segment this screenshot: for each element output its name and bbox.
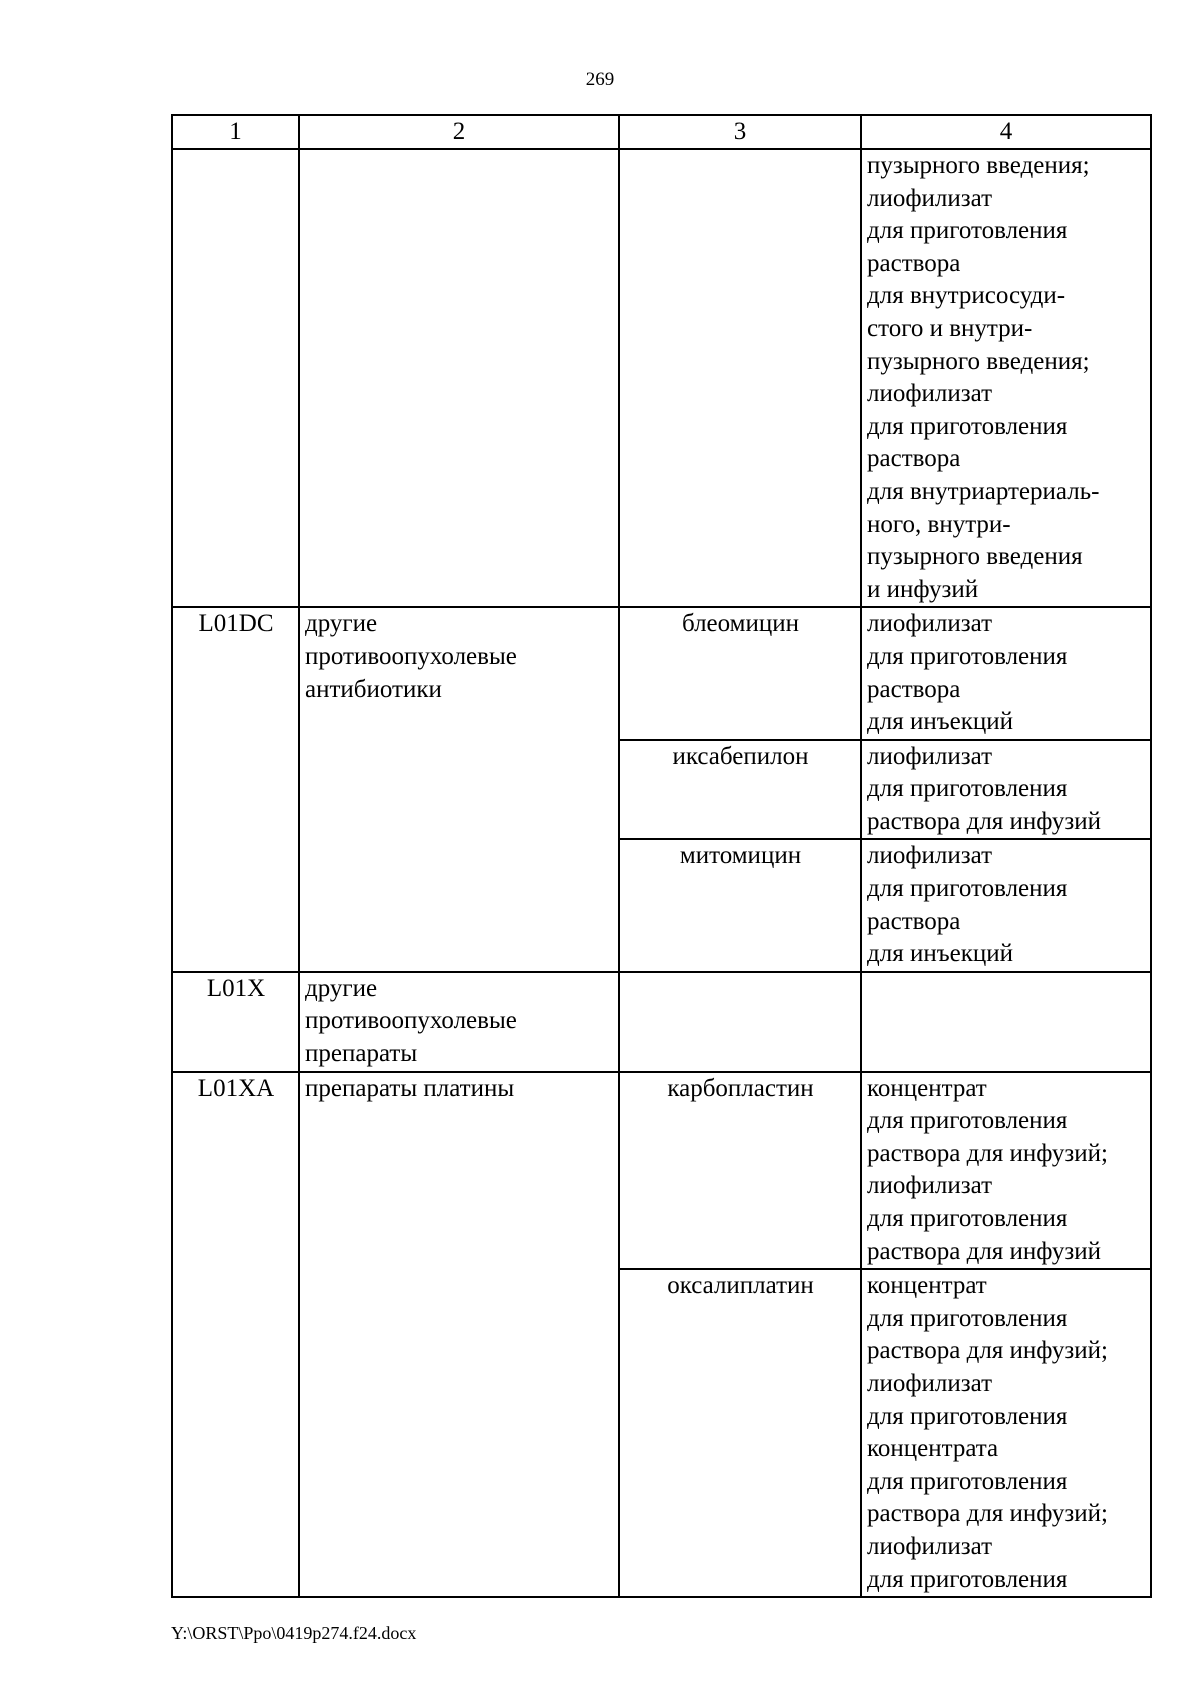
form-cell <box>861 740 1151 840</box>
form-line: лиофилизат <box>867 1532 993 1560</box>
form-line: раствора для инфузий; <box>867 1139 1108 1167</box>
form-line: для приготовления <box>867 1565 1068 1593</box>
form-line: и инфузий <box>867 575 979 603</box>
form-line: лиофилизат <box>867 842 993 870</box>
form-line: лиофилизат <box>867 742 993 770</box>
table-header-row <box>172 115 1151 149</box>
group-cell <box>299 1072 619 1598</box>
column-header-2: 2 <box>299 115 619 149</box>
form-line: концентрат <box>867 1074 987 1102</box>
form-line: для приготовления <box>867 775 1068 803</box>
group-line: другие <box>305 610 378 638</box>
group-cell <box>299 607 619 972</box>
group-line: препараты платины <box>305 1074 515 1102</box>
form-line: для приготовления <box>867 1467 1068 1495</box>
group-cell <box>299 972 619 1072</box>
form-line: для внутрисосуди- <box>867 282 1066 310</box>
form-line: для приготовления <box>867 412 1068 440</box>
form-line: для внутриартериаль- <box>867 477 1100 505</box>
form-line: раствора для инфузий <box>867 1237 1102 1265</box>
form-line: лиофилизат <box>867 184 993 212</box>
form-cell <box>861 839 1151 971</box>
drug-cell: иксабепилон <box>619 740 861 840</box>
form-line: стого и внутри- <box>867 314 1033 342</box>
code-cell: L01DC <box>172 607 299 972</box>
form-line: лиофилизат <box>867 380 993 408</box>
table-row <box>172 607 1151 739</box>
code-cell: L01XA <box>172 1072 299 1598</box>
form-line: для приготовления <box>867 642 1068 670</box>
column-header-3: 3 <box>619 115 861 149</box>
form-line: раствора для инфузий; <box>867 1500 1108 1528</box>
form-line: пузырного введения; <box>867 347 1090 375</box>
group-line: противоопухолевые <box>305 642 517 670</box>
group-cell <box>299 149 619 607</box>
form-line: раствора для инфузий; <box>867 1337 1108 1365</box>
form-line: ного, внутри- <box>867 510 1011 538</box>
form-line: для инъекций <box>867 940 1014 968</box>
form-line: концентрат <box>867 1272 987 1300</box>
form-line: раствора <box>867 249 961 277</box>
code-cell <box>172 149 299 607</box>
form-line: лиофилизат <box>867 1369 993 1397</box>
form-line: раствора <box>867 675 961 703</box>
drug-table <box>171 114 1152 1598</box>
form-line: для инъекций <box>867 708 1014 736</box>
form-cell <box>861 607 1151 739</box>
form-line: раствора <box>867 907 961 935</box>
form-line: для приготовления <box>867 875 1068 903</box>
table-row-continuation <box>172 149 1151 607</box>
form-line: для приготовления <box>867 1402 1068 1430</box>
form-cell <box>861 1269 1151 1597</box>
form-line: пузырного введения; <box>867 152 1090 179</box>
drug-cell <box>619 149 861 607</box>
form-line: для приготовления <box>867 1107 1068 1135</box>
form-line: лиофилизат <box>867 1172 993 1200</box>
page-number: 269 <box>585 69 615 90</box>
form-line: для приготовления <box>867 217 1068 245</box>
form-line: раствора <box>867 445 961 473</box>
drug-cell: митомицин <box>619 839 861 971</box>
code-cell: L01X <box>172 972 299 1072</box>
form-cell <box>861 149 1151 607</box>
drug-cell: карбопластин <box>619 1072 861 1270</box>
form-cell <box>861 1072 1151 1270</box>
column-header-1: 1 <box>172 115 299 149</box>
form-line: раствора для инфузий <box>867 807 1102 835</box>
table-row <box>172 972 1151 1072</box>
form-line: лиофилизат <box>867 610 993 638</box>
table-row <box>172 1072 1151 1270</box>
drug-cell: блеомицин <box>619 607 861 739</box>
form-line: концентрата <box>867 1435 999 1463</box>
form-cell <box>861 972 1151 1072</box>
group-line: другие <box>305 974 378 1002</box>
form-line: для приготовления <box>867 1205 1068 1232</box>
drug-cell: оксалиплатин <box>619 1269 861 1597</box>
group-line: антибиотики <box>305 675 442 703</box>
form-line: пузырного введения <box>867 543 1083 571</box>
footer-file-path: Y:\ORST\Ppo\0419p274.f24.docx <box>171 1623 417 1643</box>
form-line: для приготовления <box>867 1304 1068 1332</box>
drug-cell <box>619 972 861 1072</box>
group-line: препараты <box>305 1040 418 1068</box>
column-header-4: 4 <box>861 115 1151 149</box>
group-line: противоопухолевые <box>305 1007 517 1035</box>
